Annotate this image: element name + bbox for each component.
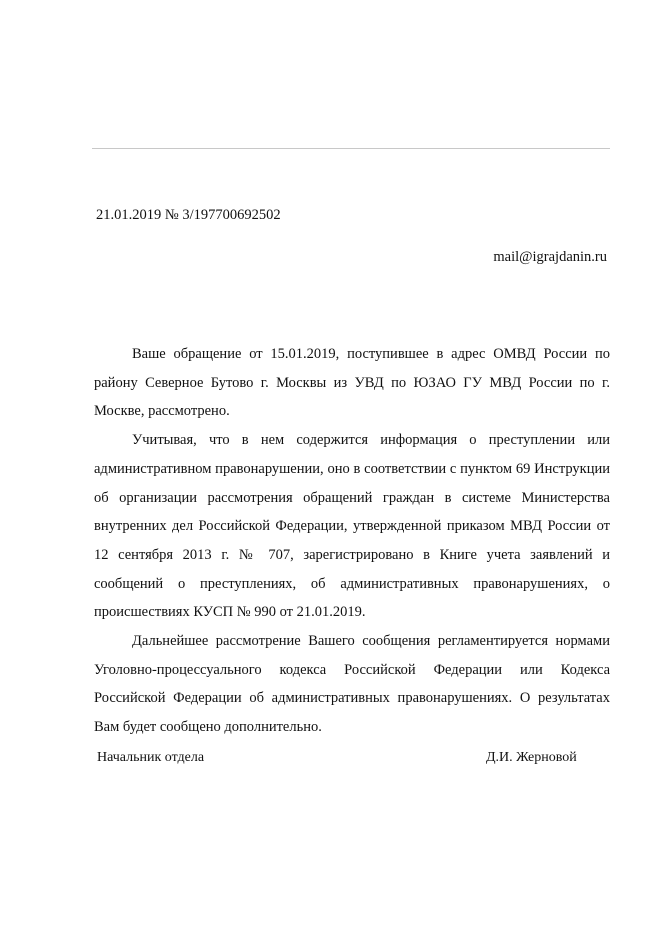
date-and-number: 21.01.2019 № 3/197700692502	[96, 207, 281, 223]
header-divider	[92, 148, 610, 149]
paragraph: Учитывая, что в нем содержится информация о преступлении или административном правонарушении, оно в соответствии с пунктом 69 Инструкции об организации рассмотрения обращений граждан в системе Министерства внутренних дел Российской Федерации, утвержденной приказом МВД России от 12 сентября 2013 г. № 707, зарегистрировано в Книге учета заявлений и сообщений о преступлениях, об административных правонарушениях, о происшествиях КУСП № 990 от 21.01.2019.	[94, 432, 610, 621]
paragraph: Ваше обращение от 15.01.2019, поступившее в адрес ОМВД России по району Северное Бутово г. Москвы из УВД по ЮЗАО ГУ МВД России по г. Москве, рассмотрено.	[94, 346, 610, 420]
paragraph: Дальнейшее рассмотрение Вашего сообщения регламентируется нормами Уголовно-процессуального кодекса Российской Федерации или Кодекса Российской Федерации об административных правонарушениях. О результатах Вам будет сообщено дополнительно.	[94, 633, 610, 736]
recipient-email: mail@igrajdanin.ru	[493, 249, 607, 265]
signature-title: Начальник отдела	[97, 750, 205, 765]
signature-name: Д.И. Жерновой	[486, 750, 577, 765]
letter-body	[94, 340, 610, 742]
